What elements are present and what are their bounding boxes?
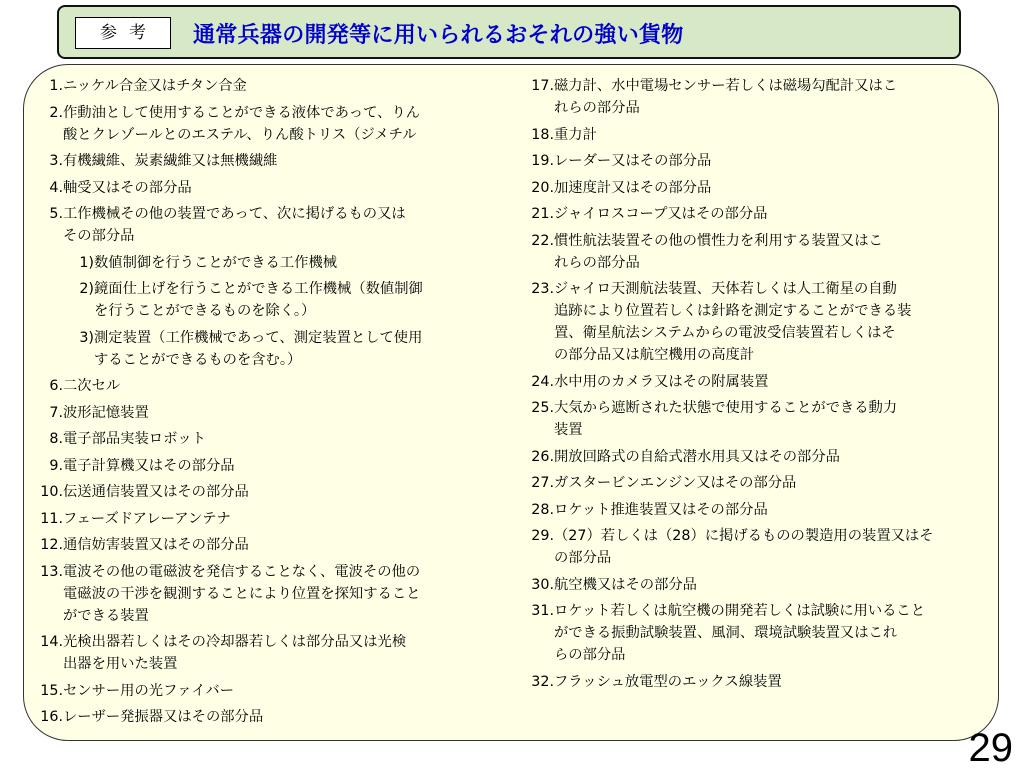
- list-item: [38, 706, 423, 728]
- item-text: 鏡面仕上げを行うことができる工作機械（数値制御: [94, 281, 423, 297]
- list-item: [530, 124, 934, 146]
- list-item: [38, 534, 423, 556]
- item-text: フラッシュ放電型のエックス線装置: [554, 673, 782, 690]
- item-number: 20.: [531, 179, 554, 196]
- list-item: [530, 150, 934, 172]
- item-text: 装置: [554, 422, 583, 438]
- list-item: [38, 561, 423, 627]
- page-title: 通常兵器の開発等に用いられるおそれの強い貨物: [193, 23, 684, 48]
- item-number: 12.: [40, 537, 63, 553]
- item-number: 15.: [40, 682, 63, 699]
- item-number: 1): [79, 254, 94, 271]
- item-text: ロケット推進装置又はその部分品: [554, 501, 768, 518]
- item-text: その部分品: [63, 228, 135, 244]
- list-item: [530, 600, 934, 666]
- item-text: ニッケル合金又はチタン合金: [63, 78, 247, 94]
- item-text: レーダー又はその部分品: [554, 153, 712, 169]
- item-text: ジャイロ天測航法装置、天体若しくは人工衛星の自動: [554, 281, 897, 297]
- item-number: 8.: [49, 431, 63, 447]
- item-text: れらの部分品: [554, 254, 640, 271]
- reference-label: 参考: [75, 17, 171, 49]
- item-text: を行うことができるものを除く。）: [94, 303, 316, 319]
- item-number: 28.: [531, 501, 554, 518]
- item-text: の部分品又は航空機用の高度計: [554, 347, 755, 363]
- list-item: [530, 278, 934, 366]
- item-number: 13.: [40, 563, 63, 580]
- list-item: [38, 203, 423, 247]
- item-text: 有機繊維、炭素繊維又は無機繊維: [63, 153, 278, 169]
- item-text: 水中用のカメラ又はその附属装置: [554, 373, 769, 390]
- item-text: 酸とクレゾールとのエステル、りん酸トリス（ジメチル: [63, 126, 417, 143]
- sub-list-item: [38, 278, 423, 322]
- item-text: レーザー発振器又はその部分品: [63, 709, 264, 725]
- list-item: [38, 402, 423, 424]
- item-text: 二次セル: [63, 378, 121, 394]
- list-item: [38, 631, 423, 675]
- list-item: [530, 203, 934, 225]
- item-number: 29.: [531, 528, 554, 544]
- item-number: 7.: [49, 404, 63, 421]
- list-item: [530, 446, 934, 468]
- item-number: 5.: [49, 206, 63, 222]
- item-number: 18.: [531, 126, 554, 143]
- list-item: [530, 371, 934, 393]
- item-text: の部分品: [554, 550, 612, 566]
- item-text: ジャイロスコープ又はその部分品: [554, 206, 768, 222]
- item-number: 25.: [531, 400, 554, 416]
- item-text: 追跡により位置若しくは針路を測定することができる装: [554, 303, 912, 319]
- item-number: 14.: [40, 634, 63, 650]
- item-number: 32.: [531, 673, 554, 690]
- item-number: 1.: [49, 78, 63, 94]
- item-number: 31.: [531, 603, 554, 619]
- item-number: 17.: [531, 78, 554, 94]
- item-number: 30.: [531, 576, 554, 593]
- item-number: 22.: [531, 232, 554, 249]
- item-text: 電子部品実装ロボット: [63, 431, 206, 447]
- item-number: 10.: [40, 484, 63, 500]
- item-number: 2): [79, 281, 94, 297]
- list-item: [530, 230, 934, 274]
- item-text: することができるものを含む。）: [94, 351, 302, 368]
- item-text: 慣性航法装置その他の慣性力を利用する装置又はこ: [554, 232, 883, 249]
- item-text: フェーズドアレーアンテナ: [63, 510, 231, 527]
- item-text: 数値制御を行うことができる工作機械: [94, 254, 338, 271]
- item-text: 開放回路式の自給式潜水用具又はその部分品: [554, 448, 840, 465]
- item-text: 出器を用いた装置: [63, 656, 178, 672]
- list-item: [530, 75, 934, 119]
- item-number: 3.: [49, 153, 63, 169]
- list-item: [530, 525, 934, 569]
- list-item: [38, 481, 423, 503]
- item-number: 16.: [40, 709, 63, 725]
- list-item: [38, 150, 423, 172]
- item-text: 波形記憶装置: [63, 404, 149, 421]
- right-column: [530, 75, 934, 697]
- item-number: 27.: [531, 475, 554, 491]
- item-text: れらの部分品: [554, 100, 640, 116]
- item-number: 19.: [531, 153, 554, 169]
- item-text: 加速度計又はその部分品: [554, 179, 712, 196]
- item-text: ガスタービンエンジン又はその部分品: [554, 475, 797, 491]
- list-item: [530, 177, 934, 199]
- item-text: 工作機械その他の装置であって、次に掲げるもの又は: [63, 206, 406, 222]
- item-number: 2.: [49, 104, 63, 121]
- item-number: 11.: [40, 510, 63, 527]
- item-number: 21.: [531, 206, 554, 222]
- list-item: [38, 75, 423, 97]
- item-text: 軸受又はその部分品: [63, 179, 192, 196]
- list-item: [530, 671, 934, 693]
- item-number: 6.: [49, 378, 63, 394]
- list-item: [38, 102, 423, 146]
- list-item: [38, 375, 423, 397]
- left-column: [38, 75, 423, 733]
- item-number: 26.: [531, 448, 554, 465]
- item-text: ロケット若しくは航空機の開発若しくは試験に用いること: [554, 603, 926, 619]
- title-banner: [57, 5, 961, 59]
- item-text: 大気から遮断された状態で使用することができる動力: [554, 400, 898, 416]
- sub-list-item: [38, 252, 423, 274]
- list-item: [38, 455, 423, 477]
- item-number: 23.: [531, 281, 554, 297]
- item-text: 電磁波の干渉を観測することにより位置を探知すること: [63, 585, 421, 602]
- item-number: 9.: [49, 457, 63, 474]
- item-text: 電波その他の電磁波を発信することなく、電波その他の: [63, 563, 421, 580]
- item-text: 測定装置（工作機械であって、測定装置として使用: [94, 329, 423, 346]
- page-number: 29: [968, 726, 1013, 770]
- item-text: （27）若しくは（28）に掲げるものの製造用の装置又はそ: [554, 528, 934, 544]
- list-item: [530, 472, 934, 494]
- list-item: [38, 177, 423, 199]
- item-text: 重力計: [554, 126, 597, 143]
- list-item: [38, 680, 423, 702]
- item-text: 通信妨害装置又はその部分品: [63, 537, 249, 553]
- list-item: [38, 508, 423, 530]
- item-text: ができる装置: [63, 607, 149, 624]
- sub-list-item: [38, 327, 423, 371]
- item-number: 24.: [531, 373, 554, 390]
- item-text: 電子計算機又はその部分品: [63, 457, 235, 474]
- item-text: らの部分品: [554, 647, 626, 663]
- item-text: センサー用の光ファイバー: [63, 682, 234, 699]
- item-text: 磁力計、水中電場センサー若しくは磁場勾配計又はこ: [554, 78, 898, 94]
- item-text: 航空機又はその部分品: [554, 576, 697, 593]
- item-number: 3): [79, 329, 94, 346]
- item-text: 置、衛星航法システムからの電波受信装置若しくはそ: [554, 325, 896, 341]
- list-item: [530, 397, 934, 441]
- item-text: 伝送通信装置又はその部分品: [63, 484, 249, 500]
- item-text: 作動油として使用することができる液体であって、りん: [63, 104, 420, 121]
- list-item: [38, 428, 423, 450]
- list-item: [530, 574, 934, 596]
- item-text: ができる振動試験装置、風洞、環境試験装置又はこれ: [554, 625, 898, 641]
- list-item: [530, 499, 934, 521]
- item-number: 4.: [49, 179, 63, 196]
- item-text: 光検出器若しくはその冷却器若しくは部分品又は光検: [63, 634, 407, 650]
